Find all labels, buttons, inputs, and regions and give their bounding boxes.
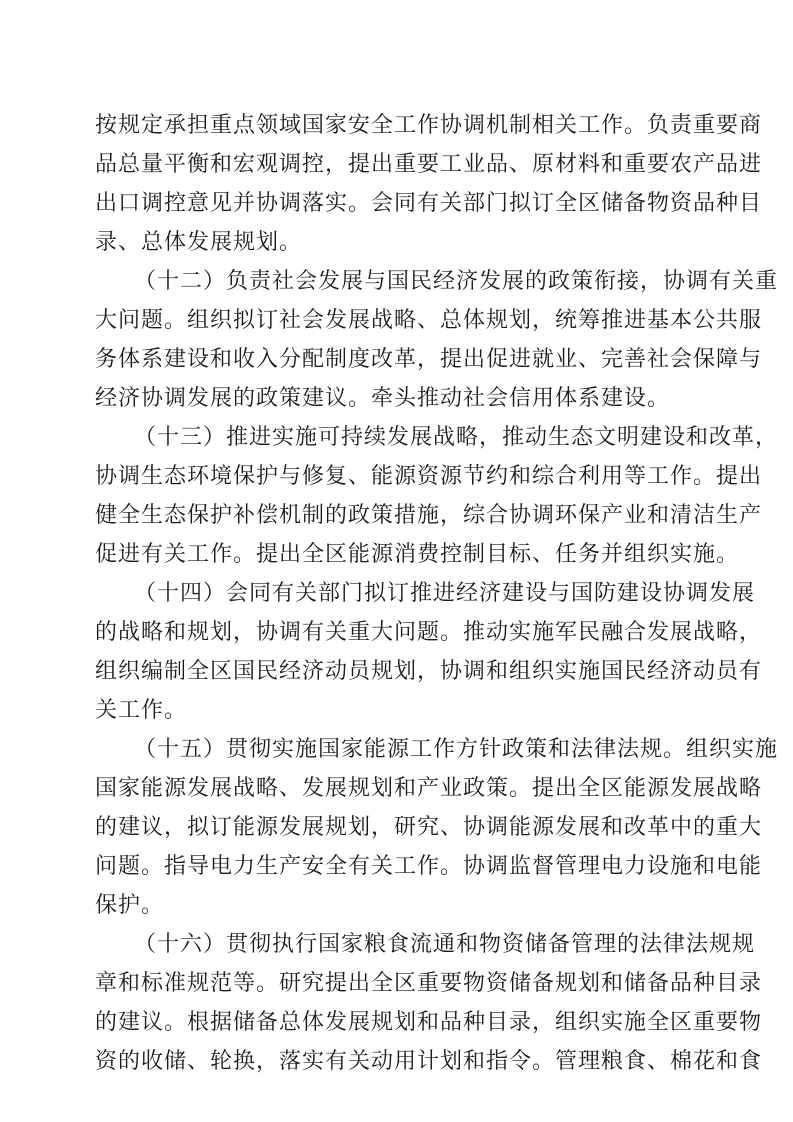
text-line: （十六）贯彻执行国家粮食流通和物资储备管理的法律法规规 [134,932,756,957]
text-line: 务体系建设和收入分配制度改革，提出促进就业、完善社会保障与 [95,347,763,372]
text-line: 品总量平衡和宏观调控，提出重要工业品、原材料和重要农产品进 [95,152,763,177]
text-line: 经济协调发展的政策建议。牵头推动社会信用体系建设。 [95,386,671,411]
text-line: 的建议。根据储备总体发展规划和品种目录，组织实施全区重要物 [95,1010,763,1035]
text-line: 国家能源发展战略、发展规划和产业政策。提出全区能源发展战略 [95,776,763,801]
text-line: 章和标准规范等。研究提出全区重要物资储备规划和储备品种目录 [95,971,763,996]
text-line: （十二）负责社会发展与国民经济发展的政策衔接，协调有关重 [134,269,779,294]
text-line: 资的收储、轮换，落实有关动用计划和指令。管理粮食、棉花和食 [95,1049,763,1074]
text-line: （十五）贯彻实施国家能源工作方针政策和法律法规。组织实施 [134,737,779,762]
text-line: 健全生态保护补偿机制的政策措施，综合协调环保产业和清洁生产 [95,503,763,528]
text-line: 保护。 [95,893,165,918]
text-line: 协调生态环境保护与修复、能源资源节约和综合利用等工作。提出 [95,464,763,489]
text-line: 大问题。组织拟订社会发展战略、总体规划，统筹推进基本公共服 [95,308,763,333]
text-line: 录、总体发展规划。 [95,230,303,255]
text-line: 问题。指导电力生产安全有关工作。协调监督管理电力设施和电能 [95,854,763,879]
text-line: 按规定承担重点领域国家安全工作协调机制相关工作。负责重要商 [95,113,763,138]
text-line: 关工作。 [95,698,188,723]
text-line: 出口调控意见并协调落实。会同有关部门拟订全区储备物资品种目 [95,191,763,216]
text-line: （十三）推进实施可持续发展战略，推动生态文明建设和改革， [134,425,779,450]
text-line: 促进有关工作。提出全区能源消费控制目标、任务并组织实施。 [95,542,740,567]
text-line: 的建议，拟订能源发展规划，研究、协调能源发展和改革中的重大 [95,815,763,840]
text-line: 的战略和规划，协调有关重大问题。推动实施军民融合发展战略， [95,620,763,645]
text-line: 组织编制全区国民经济动员规划，协调和组织实施国民经济动员有 [95,659,763,684]
text-line: （十四）会同有关部门拟订推进经济建设与国防建设协调发展 [134,581,756,606]
